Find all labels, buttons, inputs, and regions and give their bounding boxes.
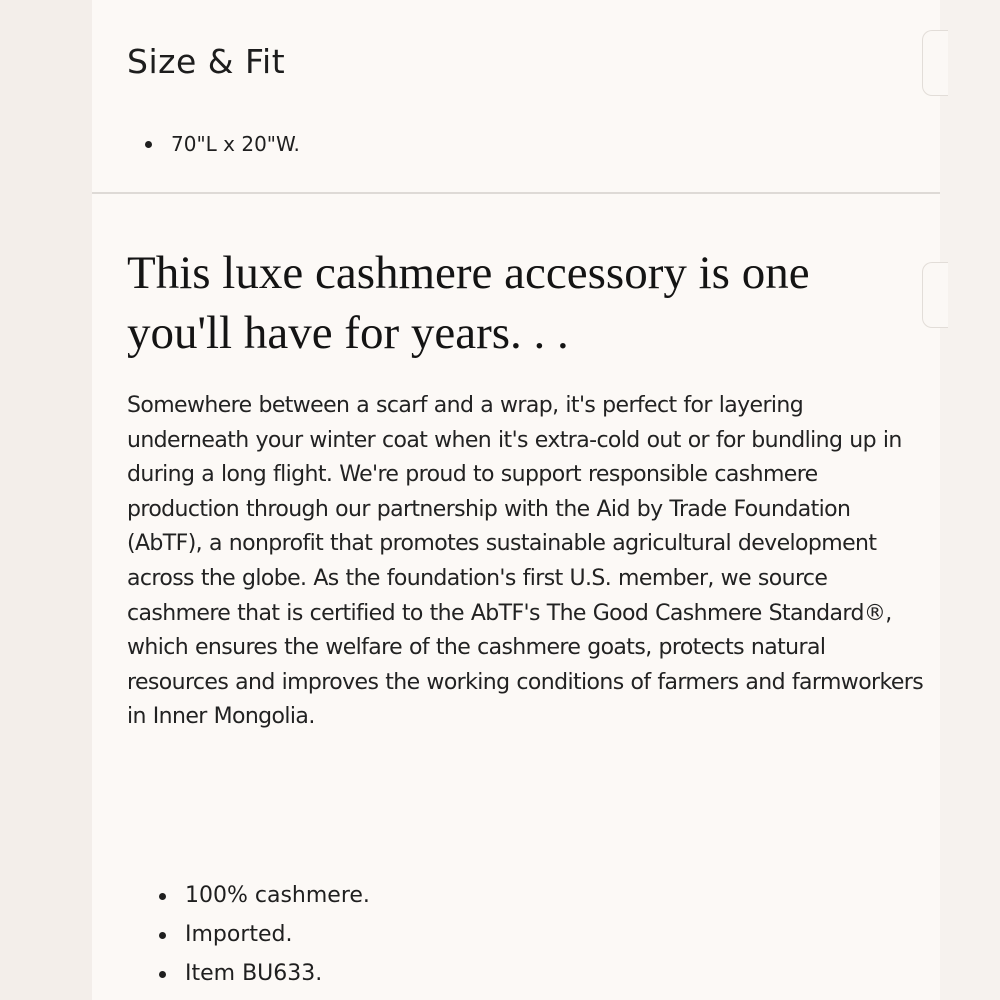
size-fit-list: [143, 132, 300, 156]
detail-item-material: 100% cashmere.: [157, 876, 370, 915]
scroll-tab-middle[interactable]: [922, 262, 948, 328]
product-details-list: [157, 876, 370, 993]
detail-item-origin: Imported.: [157, 915, 370, 954]
side-gutter: [940, 0, 1000, 1000]
detail-item-number: Item BU633.: [157, 954, 370, 993]
section-divider: [92, 192, 940, 194]
size-fit-item: 70"L x 20"W.: [143, 132, 300, 156]
size-fit-heading: Size & Fit: [127, 42, 286, 81]
product-description: Somewhere between a scarf and a wrap, it's perfect for layering underneath your winter coat when it's extra-cold out or for bundling up in during a long flight. We're proud to support responsible cashmere production through our partnership with the Aid by Trade Foundation (AbTF), a nonprofit that promotes sustainable agricultural development across the globe. As the foundation's first U.S. member, we source cashmere that is certified to the AbTF's The Good Cashmere Standard®, which ensures the welfare of the cashmere goats, protects natural resources and improves the working conditions of farmers and farmworkers in Inner Mongolia.: [127, 393, 924, 730]
scroll-tab-top[interactable]: [922, 30, 948, 96]
product-headline: This luxe cashmere accessory is one you'll have for years. . .: [127, 247, 810, 359]
